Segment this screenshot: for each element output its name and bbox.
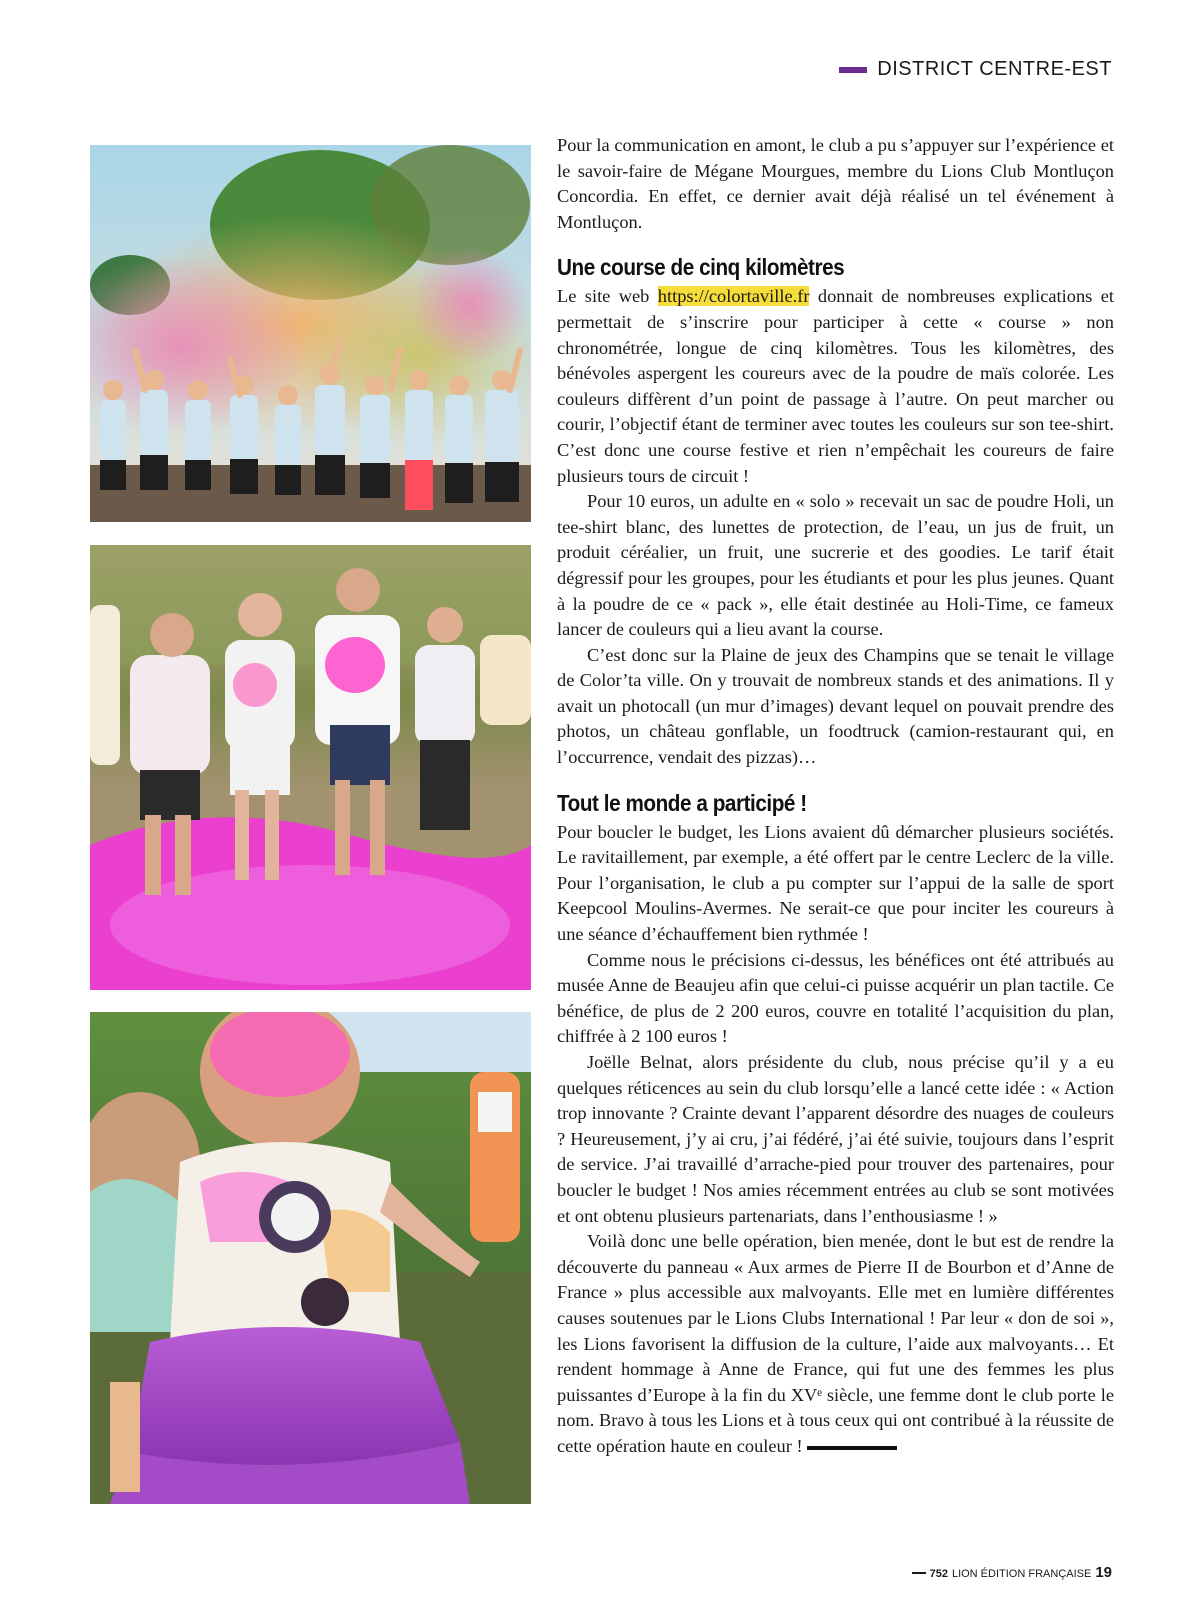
paragraph-pack-solo: Pour 10 euros, un adulte en « solo » recevait un sac de poudre Holi, un tee-shirt blanc, des lunettes de protection, de l’eau, un jus de fruit, un produit céréalier, un fruit, une sucrerie et des goodies. Le tarif était dégressif pour les groupes, pour les étudiants et pour les plus jeunes. Quant à la poudre de ce « pack », elle était destinée au Holi-Time, ce fameux lancer de couleurs qui a lieu avant la course. bbox=[557, 491, 1114, 640]
paragraph-continuation: donnait de nombreuses explications et permettait de s’inscrire pour participer à cette « course » non chronométrée, longue de cinq kilomètres. Tous les kilomètres, des bénévoles aspergent les coureurs avec de la poudre de maïs colorée. Les couleurs diffèrent d’un point de passage à l’autre. On peut marcher ou courir, l’objectif étant de terminer avec toutes les couleurs sur son tee-shirt. C’est donc une course festive et rien n’empêchait les coureurs de faire plusieurs tours de circuit ! bbox=[557, 286, 1114, 486]
photo-walkers-pink-powder bbox=[90, 545, 531, 990]
paragraph-budget: Pour boucler le budget, les Lions avaient dû démarcher plusieurs sociétés. Le ravitaillement, par exemple, a été offert par le centre Leclerc de la ville. Pour l’organisation, le club a pu compter sur l’appui de la salle de sport Keepcool Moulins-Avermes. Ne serait-ce que pour inciter les coureurs à une séance d’échauffement bien rythmée ! bbox=[557, 821, 1114, 945]
publication-name: LION ÉDITION FRANÇAISE bbox=[951, 1568, 1092, 1580]
heading-course-cinq-km: Une course de cinq kilomètres bbox=[557, 254, 845, 281]
heading-tout-le-monde: Tout le monde a participé ! bbox=[557, 789, 807, 816]
conclusion-text: Voilà donc une belle opération, bien menée, dont le but est de rendre la découverte du panneau « Aux armes de Pierre II de Bourbon et d’Anne de France » plus accessible aux malvoyants. Elle met en lumière différentes causes soutenues par le Lions Clubs International ! Par leur « don de soi », les Lions favorisent la diffusion de la culture, l’aide aux malvoyants… Et rendent hommage à Anne de France, qui fut une des femmes les plus puissantes d’Europe à la fin du XVᵉ siècle, une femme dont le club porte le nom. Bravo à tous les Lions et à tous ceux qui ont contribué à la réussite de cette opération haute en couleur ! bbox=[557, 1231, 1114, 1456]
intro-paragraph: Pour la communication en amont, le club a pu s’appuyer sur l’expérience et le savoir-faire de Mégane Mourgues, membre du Lions Club Montluçon Concordia. En effet, ce dernier avait déjà réalisé un tel événement à Montluçon. bbox=[557, 135, 1114, 232]
paragraph-benefices: Comme nous le précisions ci-dessus, les bénéfices ont été attribués au musée Anne de Beaujeu afin que celui-ci puisse acquérir un plan tactile. Ce bénéfice, de plus de 2 200 euros, couvre en totalité l’acquisition du plan, chiffrée à 2 100 euros ! bbox=[557, 949, 1114, 1047]
website-link[interactable]: https://colortaville.fr bbox=[657, 286, 810, 307]
paragraph-village: C’est donc sur la Plaine de jeux des Champins que se tenait le village de Color’ta ville. On y trouvait de nombreux stands et des animations. Il y avait un photocall (un mur d’images) devant lequel on pouvait prendre des photos, un château gonflable, un foodtruck (camion-restaurant qui, en l’occurrence, vendait des pizzas)… bbox=[557, 644, 1114, 768]
end-of-article-mark bbox=[807, 1446, 897, 1450]
section-accent-bar bbox=[839, 67, 867, 73]
paragraph-course-details bbox=[557, 284, 1114, 489]
section-title: DISTRICT CENTRE-EST bbox=[877, 58, 1112, 80]
paragraph-quote-belnat: Joëlle Belnat, alors présidente du club, nous précise qu’il y a eu quelques réticences au sein du club lorsqu’elle a lancé cette idée : « Action trop innovante ? Crainte devant l’apparent désordre des nuages de couleurs ? Heureusement, j’y ai cru, j’ai fédéré, j’ai été suivie, toujours dans l’esprit de service. J’ai travaillé d’arrache-pied pour trouver des partenaires, pour boucler le budget ! Nos amies récemment entrées au club se sont motivées et ont obtenu plusieurs partenariats, dans l’enthousiasme ! » bbox=[557, 1052, 1114, 1226]
article-body bbox=[557, 133, 1114, 1460]
photo-lions-tshirt-tutu bbox=[90, 1012, 531, 1504]
page-footer bbox=[912, 1564, 1112, 1581]
issue-number: 752 bbox=[929, 1568, 948, 1580]
photo-color-powder-crowd bbox=[90, 145, 531, 522]
page-number: 19 bbox=[1095, 1564, 1112, 1581]
footer-dash bbox=[912, 1572, 926, 1574]
paragraph-lead-text: Le site web bbox=[557, 286, 658, 307]
paragraph-conclusion bbox=[557, 1229, 1114, 1459]
section-header bbox=[839, 58, 1112, 81]
